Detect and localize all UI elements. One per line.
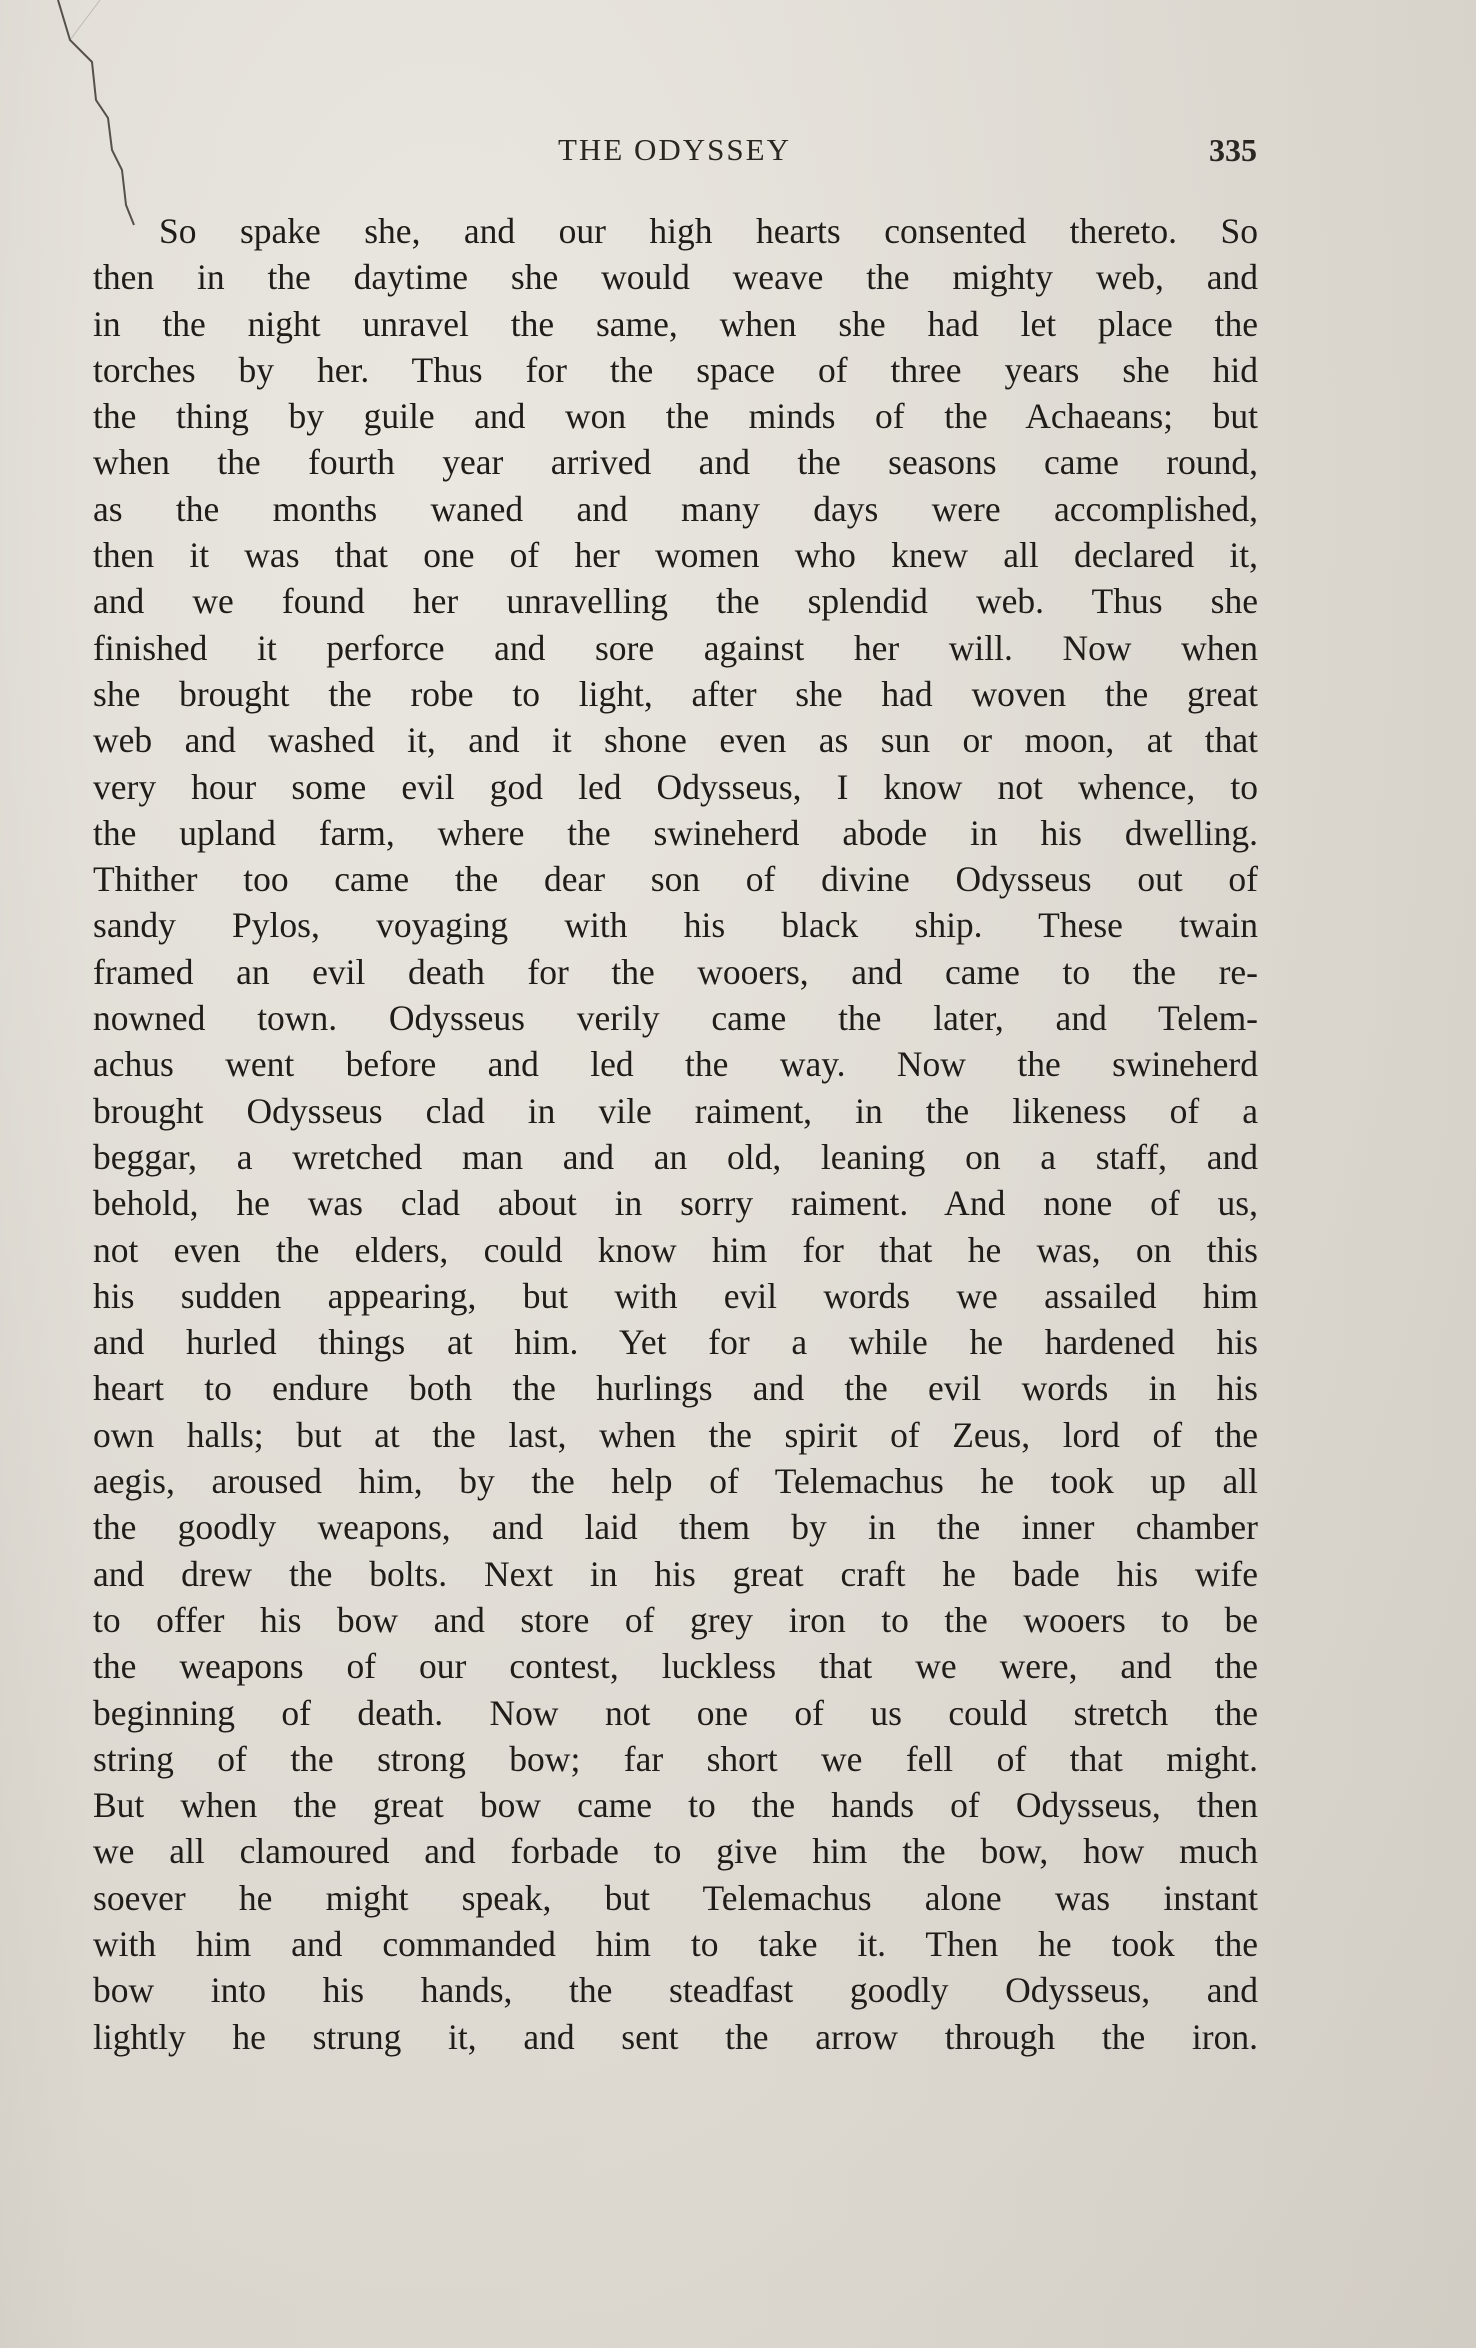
text-line: the thing by guile and won the minds of the Achaeans; but: [93, 396, 1258, 437]
text-line: own halls; but at the last, when the spirit of Zeus, lord of the: [93, 1414, 1258, 1455]
text-line: and we found her unravelling the splendid web. Thus she: [93, 581, 1258, 622]
text-line: So spake she, and our high hearts consented thereto. So: [159, 211, 1258, 251]
text-line: we all clamoured and forbade to give him the bow, how much: [93, 1831, 1258, 1872]
text-line: aegis, aroused him, by the help of Telemachus he took up all: [93, 1461, 1258, 1502]
text-line: finished it perforce and sore against her will. Now when: [93, 627, 1258, 668]
text-line: with him and commanded him to take it. Then he took the: [93, 1923, 1258, 1964]
text-line: achus went before and led the way. Now the swineherd: [93, 1044, 1258, 1085]
text-line: as the months waned and many days were accomplished,: [93, 488, 1258, 529]
text-line: to offer his bow and store of grey iron to the wooers to be: [93, 1599, 1258, 1640]
text-line: the weapons of our contest, luckless that we were, and the: [93, 1646, 1258, 1687]
text-line: brought Odysseus clad in vile raiment, in the likeness of a: [93, 1090, 1258, 1131]
running-head-title: THE ODYSSEY: [558, 132, 791, 167]
text-line: when the fourth year arrived and the seasons came round,: [93, 442, 1258, 483]
text-line: and hurled things at him. Yet for a while he hardened his: [93, 1322, 1258, 1363]
text-line: very hour some evil god led Odysseus, I know not whence, to: [93, 766, 1258, 807]
text-line: the upland farm, where the swineherd abode in his dwelling.: [93, 812, 1258, 853]
text-line: in the night unravel the same, when she had let place the: [93, 303, 1258, 344]
text-line: But when the great bow came to the hands of Odysseus, then: [93, 1785, 1258, 1826]
page-number: 335: [1209, 132, 1257, 168]
text-line: then in the daytime she would weave the mighty web, and: [93, 257, 1258, 298]
text-line: then it was that one of her women who knew all declared it,: [93, 535, 1258, 576]
text-line: the goodly weapons, and laid them by in the inner chamber: [93, 1507, 1258, 1548]
text-line: she brought the robe to light, after she had woven the great: [93, 673, 1258, 714]
text-line: string of the strong bow; far short we fell of that might.: [93, 1738, 1258, 1779]
text-line: nowned town. Odysseus verily came the later, and Telem-: [93, 998, 1258, 1039]
text-line: and drew the bolts. Next in his great craft he bade his wife: [93, 1553, 1258, 1594]
text-line: sandy Pylos, voyaging with his black ship. These twain: [93, 905, 1258, 946]
text-line: Thither too came the dear son of divine Odysseus out of: [93, 859, 1258, 900]
text-line: behold, he was clad about in sorry raiment. And none of us,: [93, 1183, 1258, 1224]
text-line: lightly he strung it, and sent the arrow through the iron.: [93, 2016, 1258, 2057]
text-line: bow into his hands, the steadfast goodly Odysseus, and: [93, 1970, 1258, 2011]
text-line: beggar, a wretched man and an old, leaning on a staff, and: [93, 1136, 1258, 1177]
text-line: heart to endure both the hurlings and the evil words in his: [93, 1368, 1258, 1409]
text-line: torches by her. Thus for the space of three years she hid: [93, 349, 1258, 390]
running-head: [92, 132, 1257, 182]
text-line: web and washed it, and it shone even as sun or moon, at that: [93, 720, 1258, 761]
text-line: his sudden appearing, but with evil words we assailed him: [93, 1275, 1258, 1316]
body-text: [93, 208, 1258, 2060]
text-line: beginning of death. Now not one of us could stretch the: [93, 1692, 1258, 1733]
text-line: framed an evil death for the wooers, and came to the re-: [93, 951, 1258, 992]
text-line: soever he might speak, but Telemachus alone was instant: [93, 1877, 1258, 1918]
text-line: not even the elders, could know him for that he was, on this: [93, 1229, 1258, 1270]
